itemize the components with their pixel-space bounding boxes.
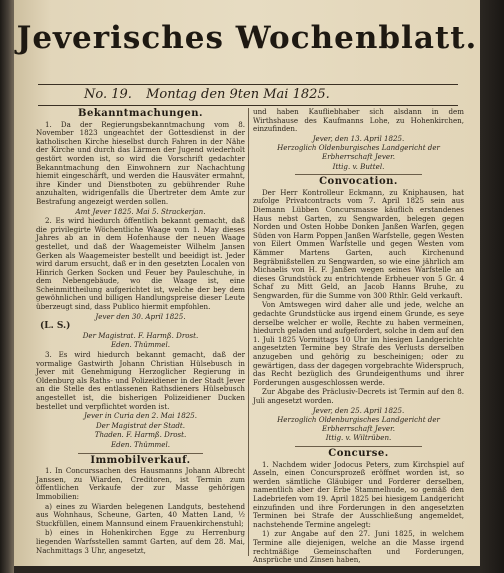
article-signature: Jever, den 13. April 1825. bbox=[312, 133, 405, 143]
section-heading-immobilverkauf: Immobilverkauf. bbox=[90, 454, 191, 466]
article-signature: Der Magistrat der Stadt. bbox=[95, 420, 186, 430]
article-paragraph: a) eines zu Wiarden belegenen Landguts, bestehend aus Wohnhaus, Scheune, Garten, 40 Matten Land, ½ Stuckfüllen, einem Mannsund einem Frauenkirchenstuhl; bbox=[36, 501, 245, 528]
article-paragraph: 1. Da der Regierungsbekanntmachung vom 8. November 1823 ungeachtet der Gottesdienst in der katholischen Kirche hieselbst durch Fahren in der Nähe der Kirche und durch das Lärmen der Jugend wiederholt gestört worden ist, so wird die Vorschrift gedachter Bekanntmachung den Einwohnern zur Nachachtung hiemit eingeschärft, und werden die Hausväter ermahnt, ihre Kinder und Dienstboten zu gebührender Ruhe anzuhalten, widrigenfalls die Übertreter dem Amte zur Bestrafung angezeigt werden sollen. bbox=[36, 119, 245, 206]
article-signature: Jever in Curia den 2. Mai 1825. bbox=[83, 411, 198, 421]
article-paragraph: 3. Es wird hiedurch bekannt gemacht, daß der vormalige Gastwirth Johann Christian Hülsebusch in Jever mit Genehmigung Herzoglicher Regierung in Oldenburg als Raths- und Polizeidiener in der Stadt Jever an die Stelle des entlassenen Rathsdieners Hülsebusch angestellet ist, die bisherigen Polizeidiener Ducken bestellet und verpflichtet worden ist. bbox=[36, 350, 245, 411]
right-column bbox=[253, 108, 464, 566]
article-paragraph: und haben Kaufliebhaber sich alsdann in dem Wirthshause des Kaufmanns Lohe, zu Hohenkirchen, einzufinden. bbox=[253, 107, 464, 134]
masthead-title: Jeverisches Wochenblatt. bbox=[16, 20, 478, 56]
article-paragraph: 1. Nachdem wider Jodocus Peters, zum Kirchspiel auf Asseln, einen Concursprozeß eröffnet worden ist, so werden sämtliche Gläubiger und Forderer derselben, namentlich aber der Erbe Stammelhude, so gemäß den Ladebriefen vom 19. April 1825 bei hiesigem Landgericht einzufinden und ihre Forderungen in den angesetzten Terminen bei Strafe der Ausschließung angemeldet, nachstehende Termine angelegt: bbox=[253, 459, 464, 529]
newspaper-page bbox=[14, 0, 480, 566]
page-bottom-edge bbox=[14, 566, 480, 573]
book-spine bbox=[0, 0, 14, 573]
book-edge bbox=[480, 0, 504, 573]
article-paragraph: 2. Es wird hiedurch öffentlich bekannt gemacht, daß die privilegirte Wöchentliche Waage vom 1. May dieses Jahres ab an in dem Hofenhause der neuen Waage gestellet, und daß der Waagemeister Wilhelm Jansen Gerken als Waagemeister bestellt und beeidigt ist. Jeder wird darum ersucht, daß er in den gesetzten Localen von Hinrich Gerken Socken und Feuer bey Pauleschuhe, in dem Nebengebäude, wo die Waage ist, eine Scheinmittheilung aufgerichtet ist, welche der bey dem gewöhnlichen und billigen Handlungspreise dieser Leute überzeugt sind, dass Publico hiermit empfohlen. bbox=[36, 216, 245, 312]
issue-line bbox=[38, 84, 458, 106]
article-signature: Amt Jever 1825. Mai 5. Strackerjan. bbox=[75, 206, 206, 216]
article-signature: Ittig. v. Buttel. bbox=[332, 161, 385, 171]
section-rule bbox=[295, 446, 422, 447]
article-signature: Eden. Thümmel. bbox=[110, 439, 171, 449]
column-divider bbox=[248, 108, 249, 556]
article-paragraph: b) eines in Hohenkirchen Egge zu Herrenburg liegenden Warfsstellen sammt Garten, auf dem 28. Mai, Nachmittags 3 Uhr, angesetzt, bbox=[36, 528, 245, 555]
left-column bbox=[36, 108, 245, 556]
section-heading-bekanntmachungen: Bekanntmachungen. bbox=[78, 108, 203, 119]
article-paragraph: Zur Abgabe des Präclusiv-Decrets ist Termin auf den 8. Juli angesetzt worden. bbox=[253, 387, 464, 405]
section-heading-convocation: Convocation. bbox=[319, 176, 398, 188]
article-signature: Thaden. F. Harmß. Drost. bbox=[94, 430, 187, 440]
article-signature: Jever den 30. April 1825. bbox=[95, 311, 186, 321]
section-rule bbox=[78, 453, 203, 454]
section-rule bbox=[295, 174, 422, 175]
article-paragraph: 1. In Concurssachen des Hausmanns Johann Albrecht Janssen, zu Wiarden, Creditoren, ist Termin zum öffentlichen Verkaufe der zur Masse gehörigen Immobilien: bbox=[36, 466, 245, 501]
section-heading-concurse: Concurse. bbox=[328, 447, 389, 459]
seal-mark: (L. S.) bbox=[40, 321, 71, 332]
article-signature: Jever, den 25. April 1825. bbox=[312, 405, 405, 415]
issue-date: Montag den 9ten Mai 1825. bbox=[146, 87, 330, 102]
article-paragraph: 1) zur Angabe auf den 27. Juni 1825, in welchem Termine alle diejenigen, welche an die Masse irgend rechtmäßige Gemeinschaften und Forderungen, Ansprüche und Zinsen haben, bbox=[253, 529, 464, 565]
article-signature: Der Magistrat. F. Harmß. Drost. bbox=[82, 330, 199, 340]
issue-number: No. 19. bbox=[84, 87, 132, 102]
article-paragraph: Von Amtswegen wird daher alle und jede, welche an gedachte Grundstücke aus irgend einem Grunde, es seye derselbe welcher er wolle, Rechte zu haben vermeinen, hiedurch geladen und aufgefordert, solche in dem auf den 1. Juli 1825 Vormittags 10 Uhr im hiesigen Landgerichte angesetzten Termine bey Strafe des Verlusts derselben anzugeben und gehörig zu bescheinigen; oder zu gewärtigen, dass der dagegen vorgebrachte Widerspruch, das Recht bezüglich des Grundeigenthums und ihrer Forderungen ausgeschlossen werde. bbox=[253, 300, 464, 387]
article-signature: Herzoglich Oldenburgisches Landgericht der Erbherrschaft Jever. bbox=[277, 143, 440, 161]
article-signature: Eden. Thümmel. bbox=[110, 340, 171, 350]
article-signature: Herzoglich Oldenburgisches Landgericht der Erbherrschaft Jever. bbox=[277, 415, 440, 433]
article-signature: Ittig. v. Wiltrüben. bbox=[325, 433, 392, 443]
article-paragraph: Der Herr Kontrolleur Eckmann, zu Kniphausen, hat zufolge Privatcontracts vom 7. April 1825 sein aus Diemann Lübben Concursmasse käuflich erstandenes Haus nebst Garten, zu Sengwarden, belegen gegen Norden und Osten Hobbe Donken Janßen Warfen, gegen Süden von Harm Poppen Janßen Warfstelle, gegen Westen von Eilert Ommen Warfstelle und gegen Westen vom Kämmer Martens Garten, auch Kirchenund Begräbnißstellen zu Sengwarden, so wie eine jährlich am Michaelis von H. F. Janßen wegen seines Warfstelle an dieses Grundstück zu entrichtende Erbheuer von 5 Gr. 4 Schaf zu Mitt Geld, an Jacob Hanns Bruhe, zu Sengwarden, für die Summe von 300 Rthlr. Geld verkauft. bbox=[253, 187, 464, 300]
